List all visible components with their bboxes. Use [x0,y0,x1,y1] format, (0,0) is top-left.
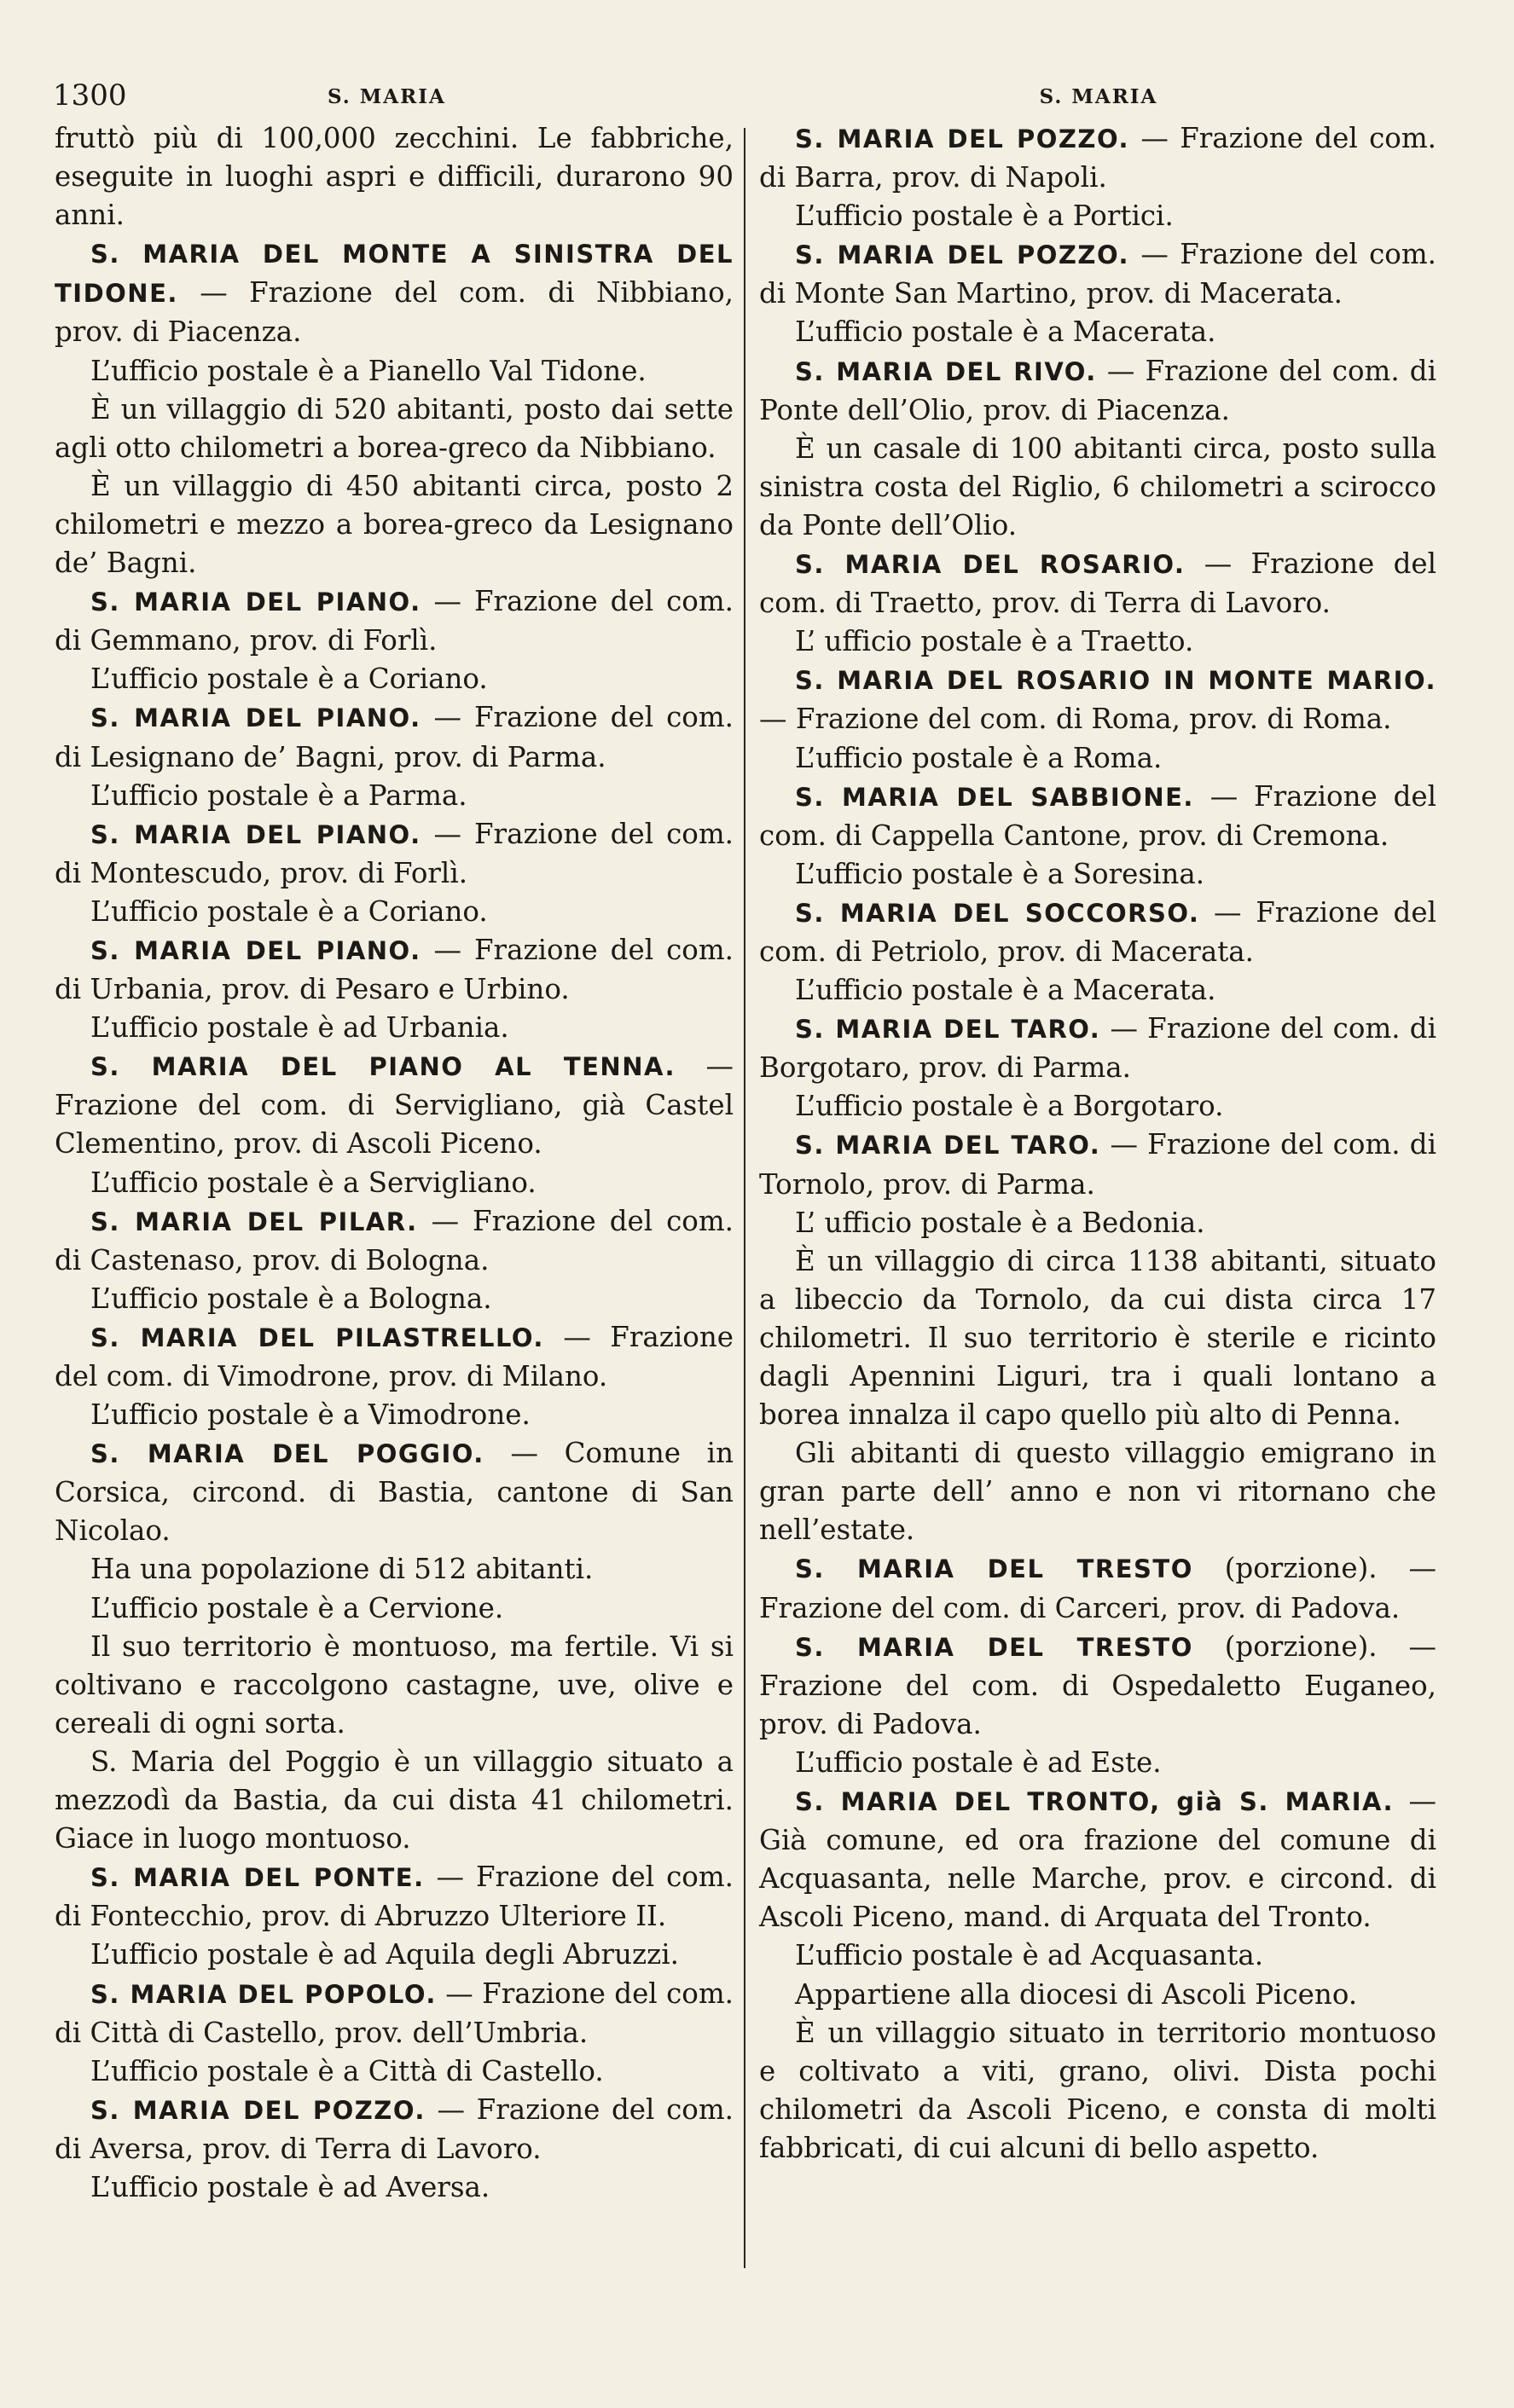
entry-headword: S. MARIA DEL TARO. [795,1015,1101,1045]
entry-headword: S. MARIA DEL POZZO. [795,124,1129,153]
entry-text: — Frazione del com. di Montescudo, prov. di Forlì. [55,817,734,889]
body-paragraph: L’ufficio postale è a Servigliano. [90,1166,537,1199]
body-paragraph: L’ufficio postale è a Roma. [795,741,1163,774]
body-paragraph: È un casale di 100 abitanti circa, posto sulla sinistra costa del Riglio, 6 chilometri a scirocco da Ponte dell’Olio. [759,431,1436,541]
entry-headword: S. MARIA DEL TRONTO, già S. MARIA. [795,1787,1395,1817]
entry-text: — Frazione del com. di Gemmano, prov. di Forlì. [55,585,734,657]
entry-text: — Frazione del com. di Roma, prov. di Roma. [759,703,1392,736]
body-paragraph: L’ufficio postale è ad Este. [795,1745,1162,1779]
entry-headword: S. MARIA DEL RIVO. [795,356,1097,386]
body-paragraph: L’ufficio postale è a Cervione. [90,1591,504,1624]
gazetteer-entry [759,352,1436,430]
gazetteer-entry [759,235,1436,313]
gazetteer-entry [55,1202,734,1280]
body-paragraph: È un villaggio di circa 1138 abitanti, situato a libeccio da Tornolo, da cui dista circa 17 chilometri. Il suo territorio è sterile e ricinto dagli Apennini Liguri, tra i quali lontano a borea innalza il capo quello più alto di Penna. [759,1244,1436,1432]
left-running-title: S. MARIA [328,85,446,108]
body-paragraph: L’ufficio postale è ad Urbania. [90,1011,509,1045]
body-paragraph: Il suo territorio è montuoso, ma fertile. Vi si coltivano e raccolgono castagne, uve, olive e cereali di ogni sorta. [55,1629,734,1739]
entry-text: — Frazione del com. di Servigliano, già Castel Clementino, prov. di Ascoli Piceno. [55,1050,734,1161]
entry-headword: S. MARIA DEL TRESTO [795,1554,1193,1584]
body-paragraph: S. Maria del Poggio è un villaggio situato a mezzodì da Bastia, da cui dista 41 chilometri. Giace in luogo montuoso. [55,1745,734,1855]
gazetteer-entry [759,119,1436,197]
gazetteer-entry [759,778,1436,855]
gazetteer-entry [759,545,1436,622]
gazetteer-entry [55,234,734,351]
entry-headword: S. MARIA DEL POZZO. [795,240,1129,270]
entry-text: — Frazione del com. di Urbania, prov. di Pesaro e Urbino. [55,933,734,1006]
entry-text: — Frazione del com. di Aversa, prov. di Terra di Lavoro. [55,2093,734,2165]
entry-headword: S. MARIA DEL PIANO AL TENNA. [90,1052,676,1082]
entry-headword: S. MARIA DEL POGGIO. [90,1439,484,1469]
entry-headword: S. MARIA DEL POPOLO. [90,1979,437,2009]
left-page-header [53,78,745,121]
gazetteer-entry [55,1858,734,1936]
body-paragraph: L’ufficio postale è ad Aversa. [90,2170,490,2203]
entry-headword: S. MARIA DEL TARO. [795,1131,1101,1161]
gazetteer-entry [55,931,734,1009]
gazetteer-entry [55,1434,734,1550]
body-paragraph: L’ufficio postale è a Macerata. [795,315,1216,349]
gazetteer-entry [55,1047,734,1163]
body-paragraph: L’ufficio postale è a Coriano. [90,894,488,928]
entry-text: — Frazione del com. di Barra, prov. di Napoli. [759,122,1436,194]
body-paragraph: L’ufficio postale è a Città di Castello. [90,2054,604,2087]
body-paragraph: L’ufficio postale è ad Acquasanta. [795,1939,1264,1972]
body-paragraph: L’ufficio postale è a Pianello Val Tidone. [90,354,647,387]
entry-text: — Frazione del com. di Vimodrone, prov. di Milano. [55,1320,734,1392]
column-divider [744,128,745,2268]
entry-headword: S. MARIA DEL SABBIONE. [795,782,1194,812]
body-paragraph: L’ ufficio postale è a Traetto. [795,625,1194,658]
gazetteer-entry [759,894,1436,971]
entry-headword: S. MARIA DEL PILASTRELLO. [90,1323,544,1352]
entry-text: — Frazione del com. di Borgotaro, prov. di Parma. [759,1012,1436,1085]
body-paragraph: L’ufficio postale è a Coriano. [90,663,488,696]
entry-text: — Frazione del com. di Petriolo, prov. di Macerata. [759,895,1436,968]
body-paragraph: È un villaggio di 450 abitanti circa, posto 2 chilometri e mezzo a borea-greco da Lesignano de’ Bagni. [55,469,734,580]
gazetteer-entry [55,2091,734,2168]
gazetteer-entry [55,1975,734,2052]
entry-headword: S. MARIA DEL PIANO. [90,588,421,617]
body-paragraph: L’ufficio postale è ad Aquila degli Abruzzi. [90,1938,679,1971]
body-paragraph: L’ufficio postale è a Macerata. [795,974,1216,1007]
body-paragraph: L’ufficio postale è a Soresina. [795,857,1205,890]
gazetteer-entry [55,815,734,893]
entry-headword: S. MARIA DEL PILAR. [90,1207,418,1236]
body-paragraph: L’ufficio postale è a Portici. [795,200,1174,233]
gazetteer-entry [759,661,1436,738]
entry-text: — Frazione del com. di Lesignano de’ Bagni, prov. di Parma. [55,701,734,773]
continued-paragraph: fruttò più di 100,000 zecchini. Le fabbriche, eseguite in luoghi aspri e difficili, durarono 90 anni. [55,122,734,232]
entry-text: (porzione). — Frazione del com. di Carceri, prov. di Padova. [759,1552,1436,1624]
gazetteer-entry [759,1126,1436,1203]
gazetteer-entry [759,1628,1436,1744]
left-text-column [55,119,734,2207]
body-paragraph: L’ufficio postale è a Borgotaro. [795,1090,1224,1123]
entry-headword: S. MARIA DEL ROSARIO IN MONTE MARIO. [795,666,1436,696]
entry-text: — Frazione del com. di Tornolo, prov. di Parma. [759,1128,1436,1201]
entry-headword: S. MARIA DEL PIANO. [90,819,421,849]
body-paragraph: L’ufficio postale è a Bologna. [90,1282,492,1315]
entry-text: (porzione). — Frazione del com. di Ospedaletto Euganeo, prov. di Padova. [759,1629,1436,1740]
entry-text: — Frazione del com. di Cappella Cantone, prov. di Cremona. [759,779,1437,852]
right-page-header [757,78,1440,121]
body-paragraph: L’ufficio postale è a Parma. [90,779,467,812]
entry-text: — Comune in Corsica, circond. di Bastia, cantone di San Nicolao. [55,1437,734,1548]
entry-text: — Frazione del com. di Fontecchio, prov. di Abruzzo Ulteriore II. [55,1861,734,1933]
entry-text: — Frazione del com. di Castenaso, prov. di Bologna. [55,1204,734,1276]
right-text-column [759,119,1436,2168]
entry-headword: S. MARIA DEL SOCCORSO. [795,898,1200,928]
body-paragraph: L’ufficio postale è a Vimodrone. [90,1398,531,1432]
entry-text: — Frazione del com. di Monte San Martino, prov. di Macerata. [759,238,1436,310]
entry-headword: S. MARIA DEL PONTE. [90,1863,425,1893]
right-running-title: S. MARIA [1039,85,1158,108]
entry-headword: S. MARIA DEL PIANO. [90,703,421,733]
gazetteer-entry [55,698,734,776]
entry-text: — Frazione del com. di Città di Castello, prov. dell’Umbria. [55,1977,734,2049]
gazetteer-entry [759,1782,1436,1936]
body-paragraph: Gli abitanti di questo villaggio emigrano in gran parte dell’ anno e non vi ritornano che nell’estate. [759,1437,1436,1547]
entry-headword: S. MARIA DEL TRESTO [795,1632,1193,1662]
gazetteer-entry [759,1010,1436,1087]
entry-text: — Frazione del com. di Traetto, prov. di Terra di Lavoro. [759,547,1436,620]
body-paragraph: Appartiene alla diocesi di Ascoli Piceno. [795,1977,1358,2011]
entry-text: — Frazione del com. di Ponte dell’Olio, prov. di Piacenza. [759,354,1436,426]
entry-text: — Già comune, ed ora frazione del comune di Acquasanta, nelle Marche, prov. e circond. di Ascoli Piceno, mand. di Arquata del Tronto. [759,1785,1436,1934]
entry-headword: S. MARIA DEL POZZO. [90,2095,426,2125]
entry-headword: S. MARIA DEL MONTE A SINISTRA DEL TIDONE. [55,240,734,309]
body-paragraph: È un villaggio di 520 abitanti, posto dai sette agli otto chilometri a borea-greco da Nibbiano. [55,392,734,464]
entry-text: — Frazione del com. di Nibbiano, prov. di Piacenza. [55,276,734,349]
entry-headword: S. MARIA DEL ROSARIO. [795,550,1186,580]
entry-headword: S. MARIA DEL PIANO. [90,935,421,965]
body-paragraph: L’ ufficio postale è a Bedonia. [795,1206,1205,1239]
page-number: 1300 [53,78,127,113]
gazetteer-entry [55,1318,734,1396]
gazetteer-entry [759,1549,1436,1627]
body-paragraph: Ha una popolazione di 512 abitanti. [90,1553,594,1586]
gazetteer-entry [55,582,734,660]
body-paragraph: È un villaggio situato in territorio montuoso e coltivato a viti, grano, olivi. Dista pochi chilometri da Ascoli Piceno, e consta di molti fabbricati, di cui alcuni di bello aspetto. [759,2016,1436,2164]
